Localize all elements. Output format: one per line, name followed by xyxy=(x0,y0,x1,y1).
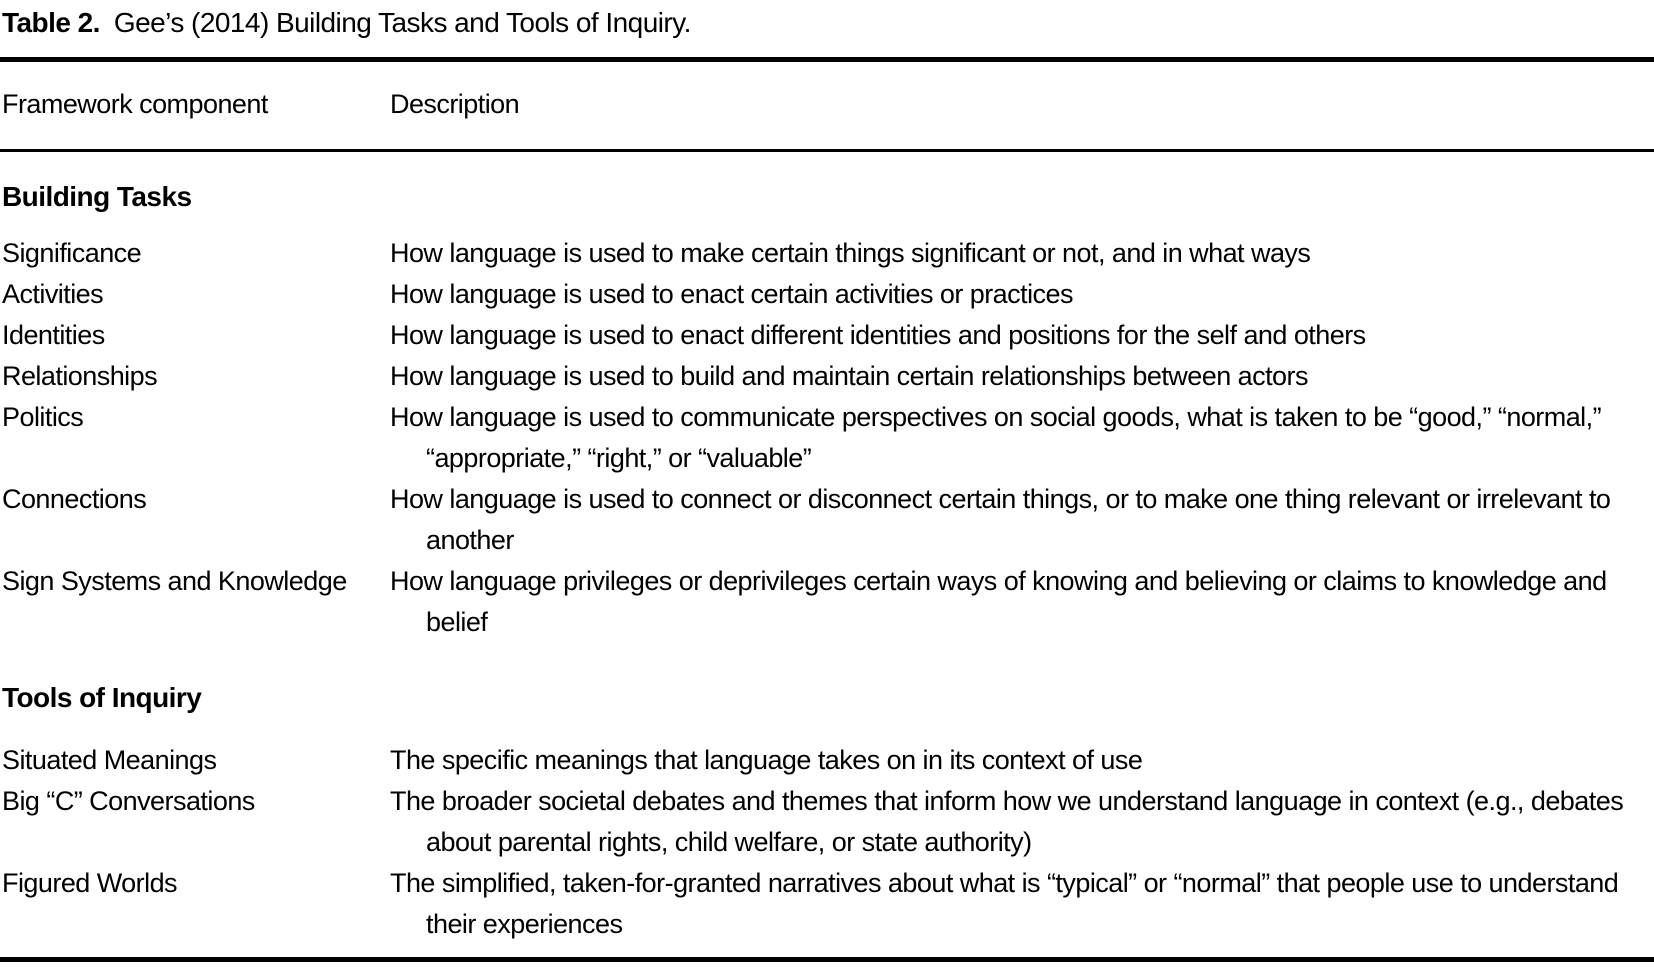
table-row xyxy=(0,233,1654,274)
table-row xyxy=(0,356,1654,397)
framework-component-cell: Activities xyxy=(2,279,104,309)
description-cell: The broader societal debates and themes that inform how we understand language in context (e.g., debates about parental rights, child welfare, or state authority) xyxy=(390,786,1624,857)
description-cell: How language is used to build and maintain certain relationships between actors xyxy=(390,361,1308,391)
table-row xyxy=(0,740,1654,781)
table-row xyxy=(0,274,1654,315)
framework-component-cell: Big “C” Conversations xyxy=(2,786,255,816)
framework-component-cell: Identities xyxy=(2,320,105,350)
section-heading-tools-of-inquiry: Tools of Inquiry xyxy=(2,682,202,713)
table-row xyxy=(0,781,1654,863)
table-header-row xyxy=(0,62,1654,149)
table-row xyxy=(0,315,1654,356)
table-number-label: Table 2. xyxy=(2,7,100,38)
framework-component-cell: Significance xyxy=(2,238,142,268)
header-divider-rule xyxy=(0,149,1654,152)
description-cell: How language is used to connect or disconnect certain things, or to make one thing relevant or irrelevant to another xyxy=(390,484,1611,555)
framework-component-cell: Situated Meanings xyxy=(2,745,217,775)
framework-component-cell: Figured Worlds xyxy=(2,868,178,898)
framework-component-cell: Relationships xyxy=(2,361,158,391)
framework-component-cell: Politics xyxy=(2,402,84,432)
column-header-framework-component: Framework component xyxy=(2,89,268,119)
description-cell: How language is used to communicate perspectives on social goods, what is taken to be “good,” “normal,” “appropriate,” “right,” or “valuable” xyxy=(390,402,1602,473)
description-cell: How language is used to enact different identities and positions for the self and others xyxy=(390,320,1366,350)
table-caption xyxy=(0,0,1654,57)
table-title-text: Gee’s (2014) Building Tasks and Tools of Inquiry. xyxy=(113,7,691,38)
table-row xyxy=(0,863,1654,945)
column-header-description: Description xyxy=(390,89,520,119)
table-row xyxy=(0,397,1654,479)
description-cell: How language is used to make certain things significant or not, and in what ways xyxy=(390,238,1311,268)
description-cell: How language is used to enact certain activities or practices xyxy=(390,279,1073,309)
table-row xyxy=(0,479,1654,561)
bottom-rule xyxy=(0,957,1654,962)
framework-component-cell: Sign Systems and Knowledge xyxy=(2,566,347,596)
table-row xyxy=(0,561,1654,643)
description-cell: How language privileges or deprivileges certain ways of knowing and believing or claims to knowledge and belief xyxy=(390,566,1607,637)
framework-component-cell: Connections xyxy=(2,484,147,514)
description-cell: The specific meanings that language takes on in its context of use xyxy=(390,745,1143,775)
description-cell: The simplified, taken-for-granted narratives about what is “typical” or “normal” that people use to understand their experiences xyxy=(390,868,1619,939)
section-heading-building-tasks: Building Tasks xyxy=(2,181,192,212)
